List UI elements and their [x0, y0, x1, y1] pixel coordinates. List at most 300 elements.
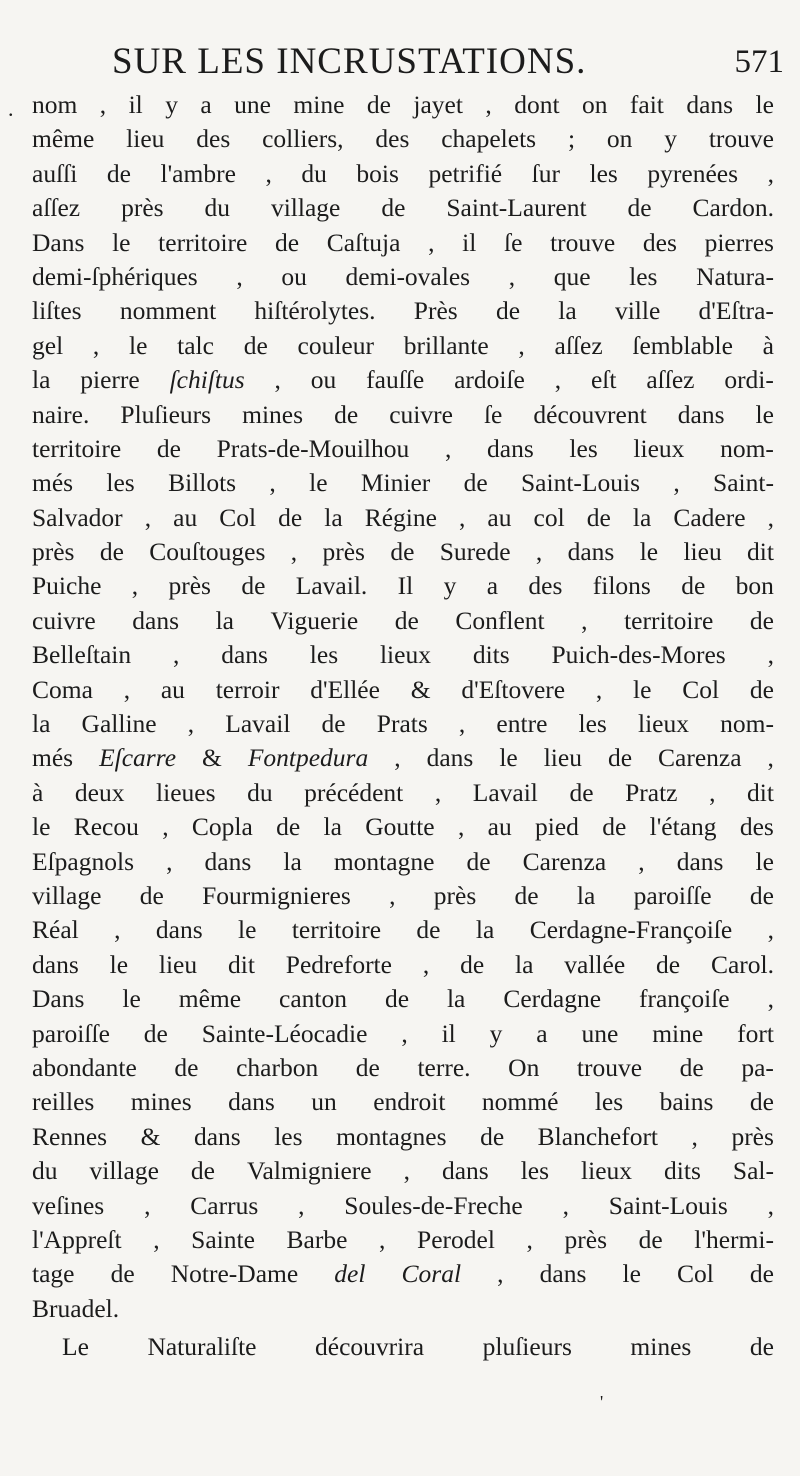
word: les — [520, 1156, 550, 1186]
word: Pluſieurs — [120, 399, 212, 429]
word: Réal — [32, 915, 79, 945]
word: Dans — [32, 984, 85, 1014]
bottom-mark: ' — [600, 1392, 604, 1412]
word: Cadere — [673, 502, 746, 532]
word: de — [174, 1052, 199, 1082]
word: , — [162, 812, 169, 842]
word: mine — [652, 1018, 704, 1048]
word: , — [290, 537, 298, 567]
word: village — [32, 880, 102, 910]
word: les — [274, 1121, 303, 1151]
word: lieux — [638, 709, 689, 739]
word: Sainte-Léocadie — [201, 1018, 368, 1048]
word: Carenza — [658, 743, 742, 773]
word: pyrenées — [647, 158, 739, 188]
word: dans — [676, 846, 724, 876]
word: Billots — [168, 468, 237, 498]
word: il — [128, 90, 143, 119]
word: Cerdagne-Françoiſe — [529, 915, 733, 945]
word: de — [99, 537, 124, 567]
word: , — [497, 1259, 504, 1289]
word: del — [334, 1259, 366, 1289]
word: village — [89, 1156, 159, 1186]
word: la — [446, 984, 466, 1014]
running-title: SUR LES INCRUSTATIONS. — [112, 41, 587, 82]
word: , — [422, 949, 430, 979]
word: dits — [472, 640, 510, 670]
word: Saint-Louis — [608, 1190, 728, 1220]
word: aſſez — [646, 365, 695, 395]
word: bon — [735, 571, 774, 601]
word: au — [173, 502, 198, 532]
word: , — [767, 1190, 774, 1220]
word: , — [394, 743, 401, 773]
word: Lavail. — [295, 571, 368, 601]
word: l'hermi- — [694, 1224, 774, 1254]
word: il — [441, 1018, 456, 1048]
text-line — [32, 707, 774, 741]
word: , — [709, 777, 716, 807]
word: au — [487, 812, 512, 842]
word: près — [731, 1121, 774, 1151]
word: petrifié — [428, 158, 503, 188]
word: Col — [676, 1259, 714, 1289]
word: Notre-Dame — [170, 1259, 299, 1289]
text-line — [32, 122, 774, 156]
word: il — [462, 227, 477, 257]
word: lieues — [156, 777, 216, 807]
word: de — [416, 915, 441, 945]
text-line — [32, 604, 774, 638]
word: du — [247, 777, 273, 807]
word: la — [32, 365, 51, 395]
text-line — [32, 1154, 774, 1188]
word: entre — [496, 709, 548, 739]
word: Prats — [376, 709, 428, 739]
word: Lavail — [472, 777, 538, 807]
word: Rennes — [32, 1121, 108, 1151]
word: de — [394, 605, 419, 635]
word: eſt — [590, 365, 617, 395]
word: le — [755, 399, 774, 429]
word: aſſez — [32, 193, 81, 223]
word: & — [140, 1121, 161, 1151]
word: , — [428, 227, 435, 257]
word: , — [131, 571, 139, 601]
word: ordi- — [724, 365, 774, 395]
text-line — [32, 88, 774, 122]
word: terre. — [417, 1052, 471, 1082]
word: les — [309, 640, 339, 670]
word: , — [298, 1190, 305, 1220]
word: de — [586, 502, 611, 532]
word: de — [334, 399, 359, 429]
word: de — [460, 949, 485, 979]
word: fait — [629, 90, 664, 119]
word: Galline — [81, 709, 157, 739]
word: des — [196, 124, 231, 154]
text-line — [32, 260, 774, 294]
word: , — [265, 158, 272, 188]
word: les — [594, 1087, 624, 1117]
word: Bruadel. — [32, 1293, 120, 1323]
word: d'Ellée — [310, 674, 380, 704]
word: On — [508, 1052, 540, 1082]
word: de — [466, 846, 491, 876]
word: , — [767, 502, 774, 532]
word: dit — [747, 537, 774, 567]
word: la — [323, 812, 342, 842]
word: Il — [397, 571, 414, 601]
word: dans — [487, 433, 534, 463]
word: , — [187, 709, 195, 739]
word: , — [274, 365, 281, 395]
word: deux — [74, 777, 125, 807]
word: la — [632, 502, 652, 532]
word: les — [578, 709, 607, 739]
word: hiſtérolytes. — [254, 296, 376, 326]
word: fauſſe — [366, 365, 425, 395]
word: ſchiſtus — [169, 365, 245, 395]
word: territoire — [291, 915, 382, 945]
word: de — [569, 777, 594, 807]
word: demi-ſphériques — [32, 261, 198, 291]
word: près — [433, 880, 477, 910]
word: Soules-de-Freche — [344, 1190, 523, 1220]
word: de — [749, 674, 774, 704]
word: vallée — [564, 949, 626, 979]
word: près — [168, 571, 211, 601]
word: mines — [130, 1087, 192, 1117]
word: du — [301, 158, 327, 188]
word: la — [515, 949, 534, 979]
word: nom — [32, 90, 78, 119]
word: dont — [514, 90, 560, 119]
word: les — [569, 433, 598, 463]
word: de — [656, 949, 681, 979]
word: territoire — [624, 605, 714, 635]
word: de — [276, 812, 301, 842]
word: le — [622, 1259, 641, 1289]
word: , — [518, 330, 525, 360]
word: ou — [310, 365, 337, 395]
word: liſtes — [32, 296, 82, 326]
word: & — [410, 674, 431, 704]
word: més — [32, 743, 74, 773]
word: on — [606, 124, 633, 154]
word: , — [457, 812, 465, 842]
text-line — [32, 294, 774, 328]
word: nom- — [720, 433, 774, 463]
word: tage — [32, 1259, 75, 1289]
word: le — [238, 915, 257, 945]
word: Prats-de-Mouilhou — [216, 433, 410, 463]
word: Puich-des-Mores — [551, 640, 726, 670]
word: le — [112, 227, 131, 257]
text-line — [32, 1051, 774, 1085]
word: de — [278, 502, 303, 532]
word: dans — [441, 1156, 489, 1186]
word: découvrira — [315, 1332, 425, 1362]
word: , — [172, 640, 180, 670]
word: de — [241, 571, 266, 601]
word: Salvador — [32, 502, 123, 532]
body-text — [32, 88, 774, 1364]
word: françoiſe — [639, 984, 730, 1014]
word: dans — [155, 915, 203, 945]
word: d'Eſtra- — [698, 296, 774, 326]
word: la — [32, 709, 51, 739]
word: de — [463, 468, 488, 498]
word: de — [390, 537, 415, 567]
word: montagne — [333, 846, 435, 876]
word: on — [581, 90, 608, 119]
word: de — [366, 90, 391, 119]
word: l'étang — [649, 812, 717, 842]
word: , — [535, 537, 543, 567]
word: le — [122, 984, 141, 1014]
word: nommé — [481, 1087, 559, 1117]
word: au — [487, 502, 512, 532]
word: , — [403, 1156, 410, 1186]
word: dans — [221, 640, 268, 670]
word: montagnes — [336, 1121, 447, 1151]
word: Carenza — [522, 846, 607, 876]
word: l'ambre — [160, 158, 236, 188]
word: , — [767, 743, 774, 773]
word: , — [114, 915, 121, 945]
word: Fourmignieres — [202, 880, 351, 910]
word: , — [767, 915, 774, 945]
word: le — [32, 812, 51, 842]
word: de — [243, 330, 268, 360]
word: ſe — [504, 227, 523, 257]
text-line — [32, 363, 774, 397]
text-line — [32, 569, 774, 603]
word: de — [355, 1052, 380, 1082]
text-line — [32, 501, 774, 535]
text-line — [32, 741, 774, 775]
text-line — [32, 226, 774, 260]
word: , — [673, 468, 680, 498]
word: Le — [62, 1332, 89, 1362]
word: lieux — [581, 1156, 633, 1186]
word: Perodel — [417, 1224, 495, 1254]
word: chapelets — [441, 124, 537, 154]
word: , — [401, 1018, 408, 1048]
word: dans — [567, 537, 615, 567]
text-line — [32, 913, 774, 947]
word: Col — [682, 674, 720, 704]
word: cuivre — [32, 605, 96, 635]
text-line — [32, 466, 774, 500]
word: les — [106, 468, 135, 498]
word: , — [269, 468, 276, 498]
word: de — [681, 571, 706, 601]
word: de — [514, 880, 539, 910]
word: dans — [686, 90, 734, 119]
word: bois — [356, 158, 399, 188]
word: y — [489, 1018, 503, 1048]
word: Saint-Laurent — [446, 193, 587, 223]
text-line — [32, 879, 774, 913]
word: Conflent — [455, 605, 545, 635]
word: Blanchefort — [537, 1121, 659, 1151]
word: lieu — [158, 949, 198, 979]
word: dits — [664, 1156, 701, 1186]
word: lieux — [633, 433, 685, 463]
word: a — [200, 90, 212, 119]
word: au — [160, 674, 185, 704]
word: mines — [630, 1332, 692, 1362]
word: Saint-Louis — [521, 468, 640, 498]
word: y — [165, 90, 178, 119]
word: mine — [293, 90, 345, 119]
word: la — [576, 880, 596, 910]
word: une — [581, 1018, 619, 1048]
word: y — [443, 571, 457, 601]
word: , — [508, 261, 516, 291]
word: une — [234, 90, 271, 119]
word: Coma — [32, 674, 93, 704]
word: des — [642, 227, 677, 257]
word: Coral — [401, 1259, 462, 1289]
word: , — [444, 433, 452, 463]
word: pa- — [741, 1052, 774, 1082]
word: la — [475, 915, 495, 945]
word: dans — [132, 605, 180, 635]
word: les — [629, 261, 658, 291]
word: auſſi — [32, 158, 78, 188]
word: gel — [32, 330, 64, 360]
word: de — [749, 880, 774, 910]
word: paroiſſe — [633, 880, 712, 910]
word: Caſtuja — [326, 227, 401, 257]
word: le — [309, 468, 328, 498]
word: trouve — [576, 1052, 643, 1082]
page-number: 571 — [734, 44, 784, 80]
word: Saint- — [713, 468, 774, 498]
word: territoire — [32, 433, 122, 463]
word: de — [275, 227, 300, 257]
word: de — [749, 1332, 774, 1362]
word: près — [322, 537, 365, 567]
word: , — [638, 846, 645, 876]
text-line — [32, 1292, 774, 1326]
word: de — [321, 709, 346, 739]
word: Fontpedura — [247, 743, 369, 773]
word: Cerdagne — [503, 984, 602, 1014]
word: Barbe — [286, 1224, 348, 1254]
word: le — [639, 537, 659, 567]
word: , — [236, 261, 243, 291]
word: pierres — [704, 227, 774, 257]
word: abondante — [32, 1052, 137, 1082]
word: charbon — [236, 1052, 319, 1082]
word: Pratz — [625, 777, 678, 807]
word: couleur — [297, 330, 374, 360]
word: reilles — [32, 1087, 95, 1117]
word: pierre — [80, 365, 140, 395]
word: ; — [567, 124, 576, 154]
word: à — [762, 330, 774, 360]
word: territoire — [158, 227, 248, 257]
word: de — [638, 1224, 663, 1254]
word: la — [324, 502, 343, 532]
word: Couſtouges — [149, 537, 266, 567]
text-line — [32, 810, 774, 844]
text-line — [32, 157, 774, 191]
word: Carol. — [710, 949, 774, 979]
word: Puiche — [32, 571, 102, 601]
word: , — [99, 90, 107, 119]
word: terroir — [215, 674, 280, 704]
word: , — [767, 640, 774, 670]
word: près — [564, 1224, 607, 1254]
word: ardoiſe — [454, 365, 525, 395]
word: de — [607, 743, 633, 773]
word: lieux — [379, 640, 431, 670]
word: , — [153, 1224, 160, 1254]
word: de — [679, 1052, 704, 1082]
word: , — [459, 502, 466, 532]
word: le — [633, 674, 652, 704]
word: veſines — [32, 1190, 105, 1220]
word: de — [749, 605, 774, 635]
word: Viguerie — [270, 605, 359, 635]
word: le — [755, 846, 774, 876]
word: de — [110, 1259, 135, 1289]
word: des — [375, 124, 410, 154]
word: ou — [281, 261, 307, 291]
word: Copla — [191, 812, 253, 842]
word: lieu — [683, 537, 722, 567]
word: Goutte — [365, 812, 435, 842]
word: près — [32, 537, 75, 567]
word: filons — [592, 571, 651, 601]
word: pied — [535, 812, 579, 842]
word: jayet — [413, 90, 463, 119]
word: , — [485, 90, 492, 119]
word: endroit — [373, 1087, 446, 1117]
word: paroiſſe — [32, 1018, 110, 1048]
word: , — [144, 1190, 151, 1220]
word: cuivre — [389, 399, 453, 429]
word: , — [144, 502, 152, 532]
word: les — [589, 158, 618, 188]
word: Pedreforte — [285, 949, 392, 979]
word: & — [202, 743, 222, 773]
word: de — [602, 812, 627, 842]
text-line — [32, 982, 774, 1016]
word: à — [32, 777, 44, 807]
word: , — [581, 605, 588, 635]
text-line — [32, 1085, 774, 1119]
word: la — [283, 846, 302, 876]
word: bains — [659, 1087, 714, 1117]
word: Lavail — [225, 709, 291, 739]
word: de — [143, 1018, 168, 1048]
word: ſemblable — [632, 330, 733, 360]
page-header — [30, 40, 790, 90]
word: ſe — [483, 399, 503, 429]
word: ſur — [531, 158, 560, 188]
word: de — [495, 296, 521, 326]
word: même — [32, 124, 95, 154]
word: , — [166, 846, 173, 876]
word: le — [499, 743, 518, 773]
word: Carrus — [190, 1190, 259, 1220]
